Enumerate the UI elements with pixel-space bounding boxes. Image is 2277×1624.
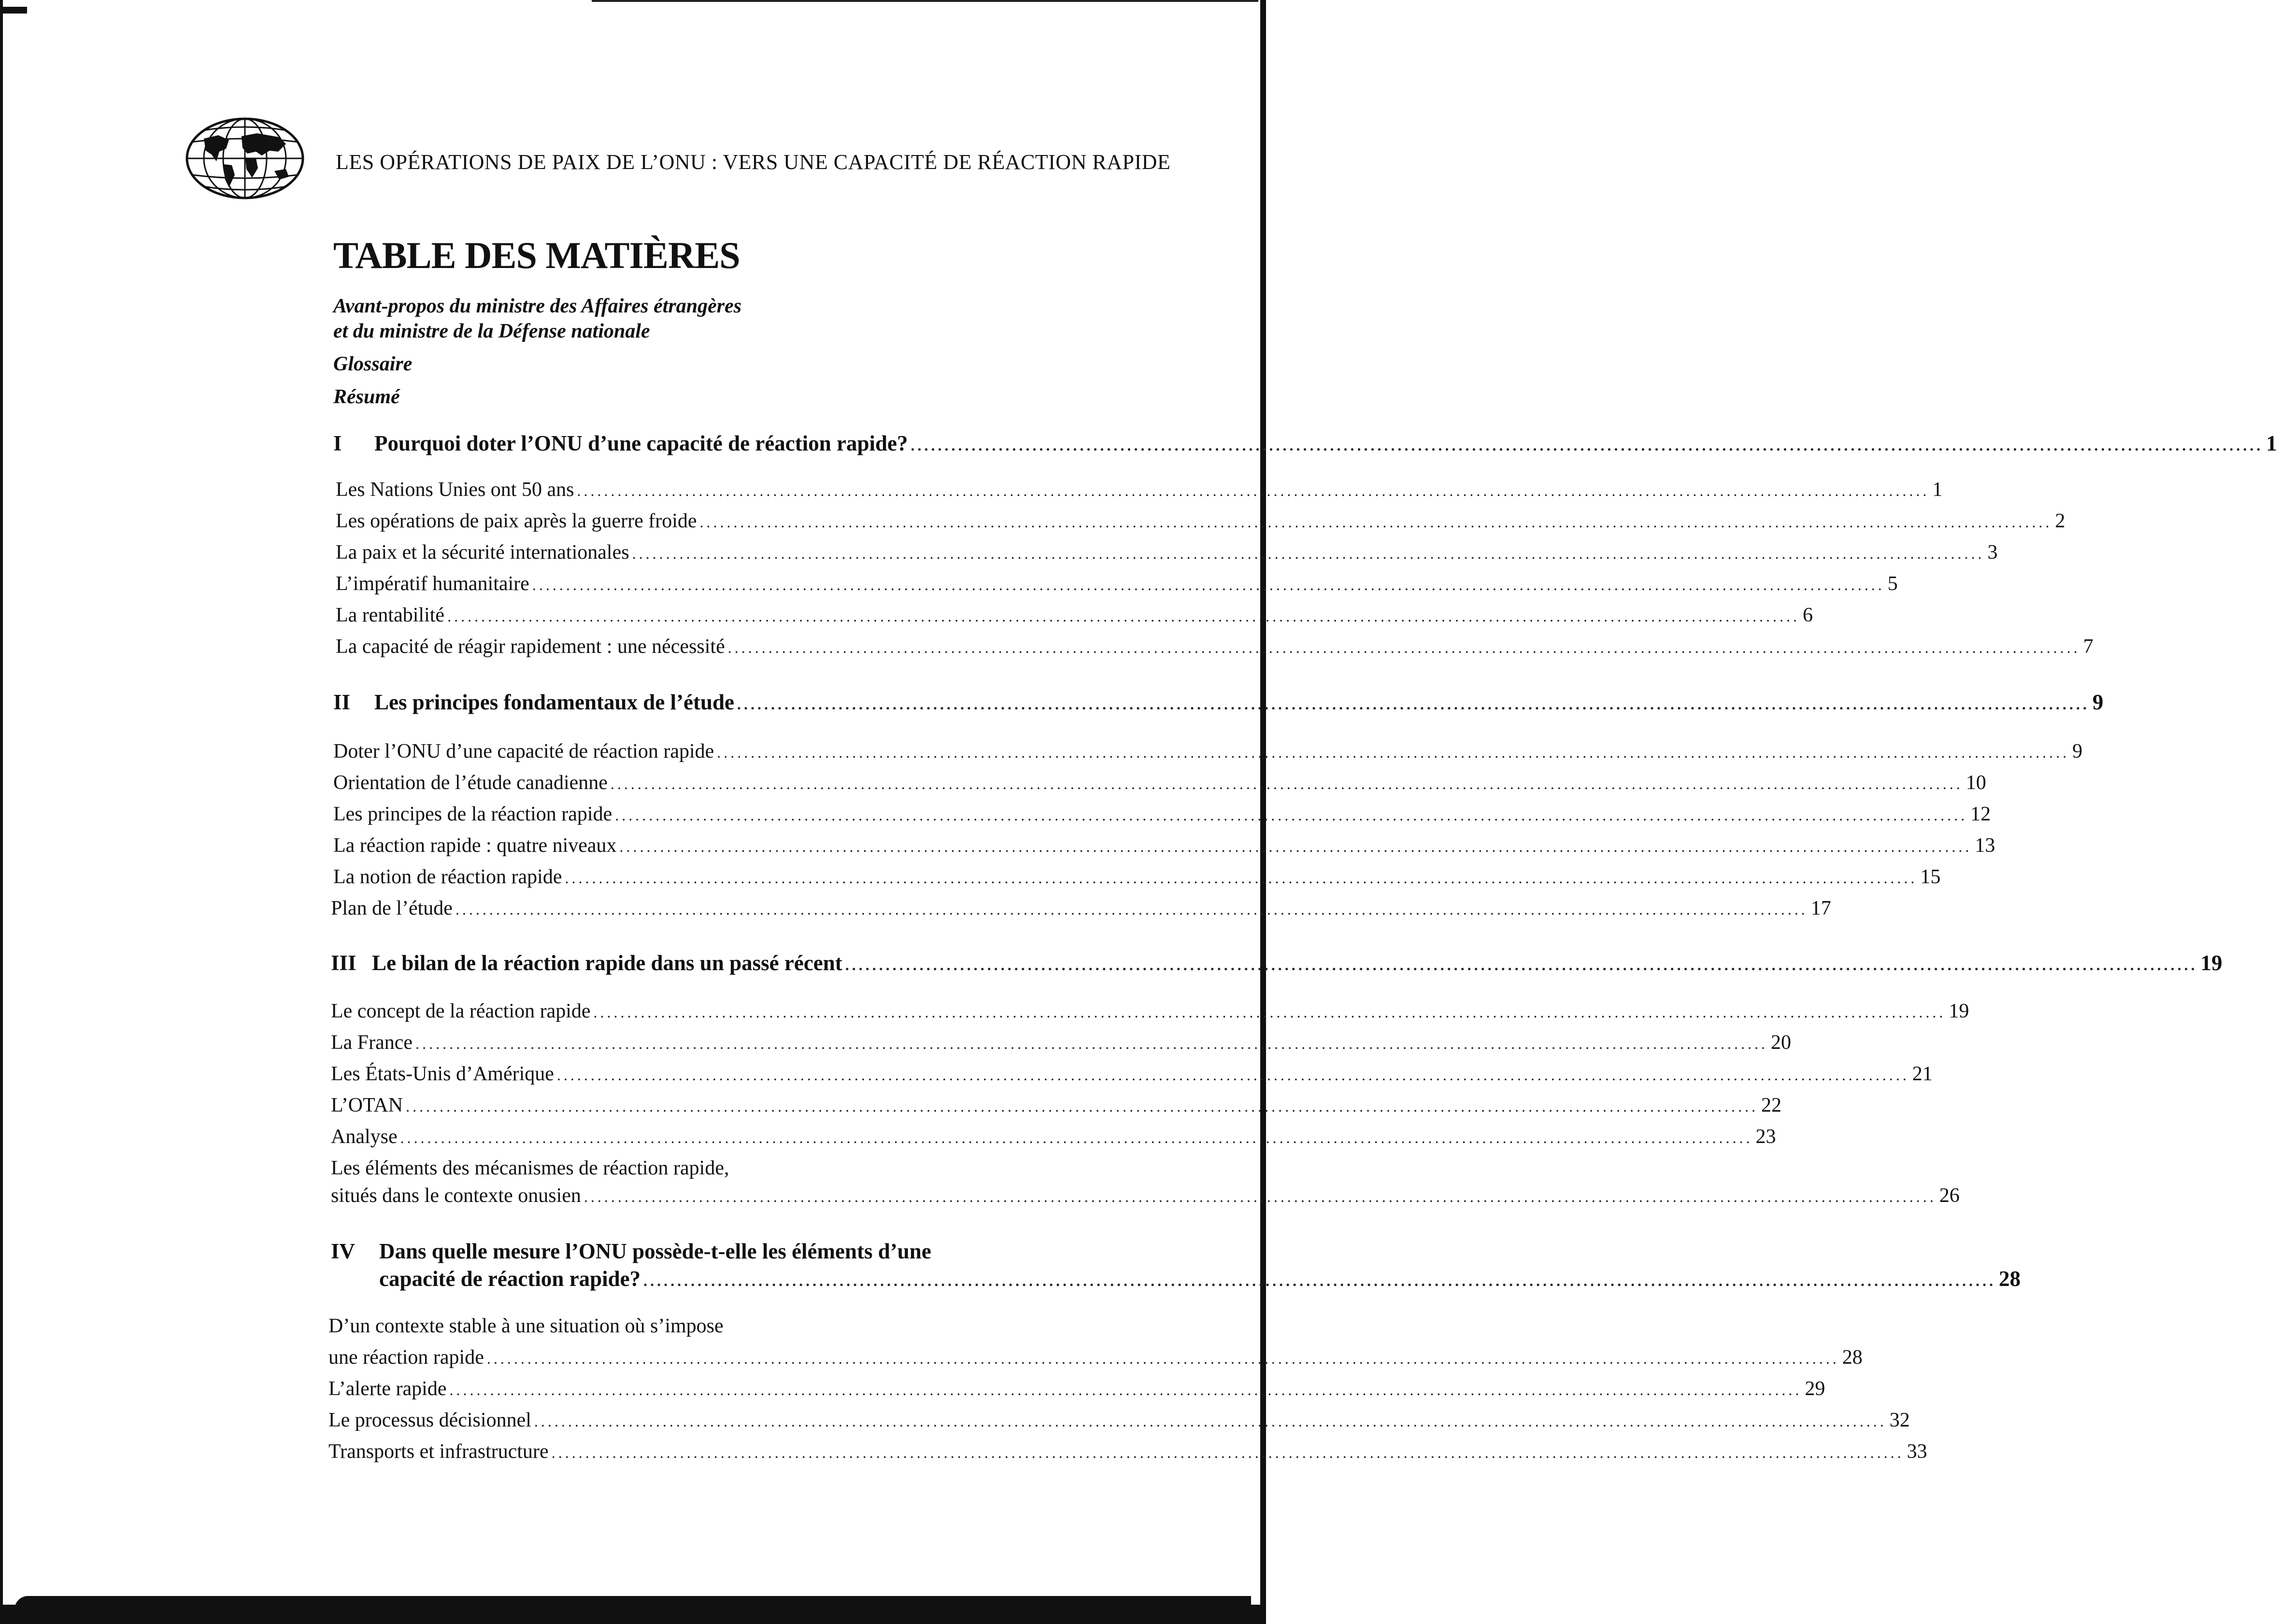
page-number: 19: [1949, 1000, 1969, 1022]
leader-dots: ........................................................................................................................................................................................................: [615, 806, 1968, 824]
leader-dots: ........................................................................................................................................................................................................: [551, 1444, 1904, 1461]
toc-section-1[interactable]: [333, 431, 2277, 456]
section-title: Les principes fondamentaux de l’étude: [374, 690, 735, 714]
section-number: IV: [331, 1239, 356, 1263]
entry-label: L’impératif humanitaire: [336, 573, 529, 595]
toc-entry[interactable]: [331, 1062, 1933, 1086]
entry-label: La paix et la sécurité internationales: [336, 541, 629, 564]
scan-mark-top: [0, 7, 27, 14]
toc-entry[interactable]: [333, 834, 1995, 857]
page-number: 9: [2072, 740, 2083, 763]
globe-logo-icon: [185, 117, 305, 200]
leader-dots: ........................................................................................................................................................................................................: [737, 695, 2090, 713]
leader-dots: ........................................................................................................................................................................................................: [699, 513, 2052, 531]
toc-entry[interactable]: [336, 509, 2065, 533]
toc-section-4-line1[interactable]: [331, 1239, 931, 1264]
page-number: 22: [1761, 1094, 1782, 1116]
toc-entry[interactable]: [336, 572, 1898, 595]
toc-section-2[interactable]: [333, 690, 2104, 715]
scan-edge-bottom: [0, 1605, 1266, 1624]
leader-dots: ........................................................................................................................................................................................................: [400, 1129, 1753, 1146]
entry-label: Les Nations Unies ont 50 ans: [336, 479, 574, 501]
entry-label: La réaction rapide : quatre niveaux: [333, 834, 617, 857]
page-number: 10: [1965, 772, 1986, 794]
leader-dots: ........................................................................................................................................................................................................: [455, 901, 1808, 918]
entry-label: La rentabilité: [336, 604, 445, 626]
leader-dots: ........................................................................................................................................................................................................: [845, 956, 2198, 974]
entry-label: Les principes de la réaction rapide: [333, 803, 612, 825]
toc-entry[interactable]: [333, 740, 2083, 763]
leader-dots: ........................................................................................................................................................................................................: [583, 1188, 1936, 1205]
section-number: II: [333, 690, 351, 714]
page-number: 3: [1987, 541, 1998, 564]
entry-label: L’alerte rapide: [328, 1378, 447, 1400]
section-number: I: [333, 431, 342, 455]
page-number: 12: [1970, 803, 1991, 825]
page-number: 1: [1932, 479, 1943, 501]
toc-section-4[interactable]: [379, 1266, 2021, 1291]
page-title: TABLE DES MATIÈRES: [333, 234, 740, 276]
page-number: 17: [1810, 897, 1831, 919]
entry-label: Transports et infrastructure: [328, 1440, 549, 1463]
page-number: 21: [1912, 1063, 1933, 1085]
entry-label: La notion de réaction rapide: [333, 866, 562, 888]
section-title-line1: Dans quelle mesure l’ONU possède-t-elle les éléments d’une: [379, 1239, 931, 1263]
toc-entry[interactable]: [331, 1031, 1792, 1054]
entry-label: L’OTAN: [331, 1094, 403, 1116]
page-number: 15: [1920, 866, 1941, 888]
preliminary-summary: Résumé: [333, 386, 400, 408]
leader-dots: ........................................................................................................................................................................................................: [577, 482, 1930, 499]
toc-entry[interactable]: [331, 1184, 1960, 1207]
entry-label: situés dans le contexte onusien: [331, 1185, 581, 1207]
page-number: 32: [1889, 1409, 1910, 1431]
page-number: 20: [1771, 1031, 1792, 1054]
section-title: Le bilan de la réaction rapide dans un passé récent: [372, 951, 842, 975]
leader-dots: ........................................................................................................................................................................................................: [619, 838, 1972, 855]
leader-dots: ........................................................................................................................................................................................................: [486, 1350, 1839, 1367]
leader-dots: ........................................................................................................................................................................................................: [717, 744, 2070, 761]
toc-entry[interactable]: [328, 1346, 1863, 1369]
toc-entry[interactable]: [331, 1094, 1782, 1117]
leader-dots: ........................................................................................................................................................................................................: [643, 1272, 1996, 1289]
leader-dots: ........................................................................................................................................................................................................: [406, 1098, 1759, 1115]
entry-label: Plan de l’étude: [331, 897, 453, 919]
toc-entry[interactable]: [333, 803, 1991, 826]
page-number: 7: [2083, 635, 2093, 658]
toc-entry[interactable]: [328, 1377, 1825, 1400]
entry-label: Le concept de la réaction rapide: [331, 1000, 591, 1022]
leader-dots: ........................................................................................................................................................................................................: [565, 869, 1918, 887]
section-number: III: [331, 951, 356, 975]
leader-dots: ........................................................................................................................................................................................................: [911, 437, 2263, 454]
toc-entry[interactable]: [328, 1409, 1910, 1432]
page-number: 33: [1907, 1440, 1927, 1463]
leader-dots: ........................................................................................................................................................................................................: [415, 1035, 1768, 1052]
entry-label: Doter l’ONU d’une capacité de réaction rapide: [333, 740, 714, 763]
entry-label: Orientation de l’étude canadienne: [333, 772, 608, 794]
page-number: 23: [1755, 1126, 1776, 1148]
page-number: 9: [2092, 690, 2104, 714]
toc-entry[interactable]: [333, 865, 1941, 889]
toc-entry[interactable]: [336, 541, 1998, 564]
toc-entry[interactable]: [331, 1000, 1969, 1023]
page-number: 13: [1975, 834, 1995, 857]
entry-label-line1: Les éléments des mécanismes de réaction rapide,: [331, 1157, 729, 1179]
leader-dots: ........................................................................................................................................................................................................: [632, 545, 1985, 562]
page-number: 26: [1939, 1185, 1960, 1207]
leader-dots: ........................................................................................................................................................................................................: [449, 1381, 1802, 1398]
entry-label: une réaction rapide: [328, 1346, 484, 1369]
section-title: capacité de réaction rapide?: [379, 1267, 641, 1291]
page-number: 6: [1803, 604, 1813, 626]
entry-label: Le processus décisionnel: [328, 1409, 531, 1431]
entry-label: Analyse: [331, 1126, 398, 1148]
toc-entry[interactable]: [336, 604, 1813, 627]
toc-entry[interactable]: [331, 1125, 1776, 1148]
scan-rule-top: [592, 0, 1258, 2]
entry-label: Les États-Unis d’Amérique: [331, 1063, 554, 1085]
page-number: 2: [2055, 510, 2065, 532]
toc-section-3[interactable]: [331, 950, 2222, 975]
entry-label: La France: [331, 1031, 413, 1054]
toc-entry[interactable]: [328, 1440, 1927, 1463]
leader-dots: ........................................................................................................................................................................................................: [727, 639, 2080, 656]
toc-entry[interactable]: [331, 897, 1831, 920]
preliminary-glossary: Glossaire: [333, 353, 413, 375]
entry-label: Les opérations de paix après la guerre froide: [336, 510, 697, 532]
leader-dots: ........................................................................................................................................................................................................: [556, 1066, 1909, 1084]
entry-label: La capacité de réagir rapidement : une nécessité: [336, 635, 725, 658]
page-number: 5: [1887, 573, 1898, 595]
preliminary-foreword-line2: et du ministre de la Défense nationale: [333, 320, 650, 342]
page-number: 28: [1999, 1267, 2021, 1291]
page-number: 19: [2200, 951, 2222, 975]
toc-entry[interactable]: [333, 771, 1986, 794]
leader-dots: ........................................................................................................................................................................................................: [593, 1003, 1946, 1021]
page-number: 28: [1842, 1346, 1863, 1369]
toc-entry[interactable]: [336, 635, 2093, 658]
section-title: Pourquoi doter l’ONU d’une capacité de réaction rapide?: [374, 431, 908, 455]
scan-edge-left: [0, 0, 3, 1624]
leader-dots: ........................................................................................................................................................................................................: [447, 607, 1800, 625]
entry-label-line1: D’un contexte stable à une situation où s’impose: [328, 1315, 724, 1337]
leader-dots: ........................................................................................................................................................................................................: [610, 775, 1963, 792]
toc-entry[interactable]: [336, 478, 1943, 501]
page-number: 1: [2266, 431, 2277, 455]
leader-dots: ........................................................................................................................................................................................................: [532, 576, 1885, 593]
preliminary-foreword-line1: Avant-propos du ministre des Affaires étrangères: [333, 295, 742, 317]
running-head: LES OPÉRATIONS DE PAIX DE L’ONU : VERS UNE CAPACITÉ DE RÉACTION RAPIDE: [336, 150, 1171, 174]
leader-dots: ........................................................................................................................................................................................................: [534, 1412, 1887, 1430]
page-number: 29: [1805, 1378, 1825, 1400]
